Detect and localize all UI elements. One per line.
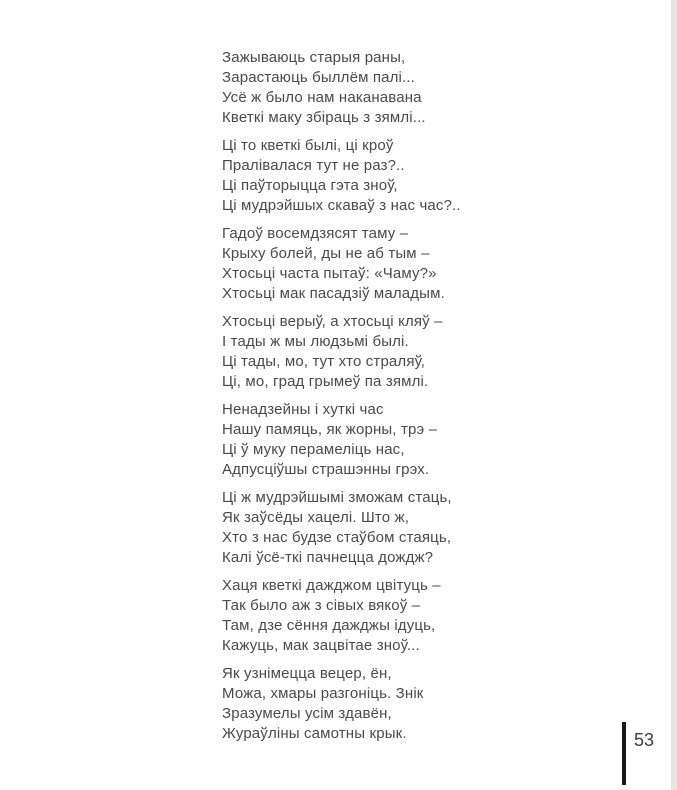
poem-line: Так было аж з сівых вякоў – xyxy=(222,597,421,614)
poem-line: Усё ж было нам наканавана xyxy=(222,89,422,106)
poem-line: Зарастаюць быллём палі... xyxy=(222,69,415,86)
poem-line: Кветкі маку збіраць з зямлі... xyxy=(222,109,426,126)
poem-line: Пралівалася тут не раз?.. xyxy=(222,157,405,174)
page-number: 53 xyxy=(634,730,655,750)
poem-line: Гадоў восемдзясят таму – xyxy=(222,225,409,242)
poem-line: І тады ж мы людзьмі былі. xyxy=(222,333,409,350)
stanza-3 xyxy=(222,224,461,304)
poem-line: Хто з нас будзе стаўбом стаяць, xyxy=(222,529,452,546)
stanza-2 xyxy=(222,136,461,216)
poem-line: Ці то кветкі былі, ці кроў xyxy=(222,137,394,154)
stanza-4 xyxy=(222,312,461,392)
poem-line: Кажуць, мак зацвітае зноў... xyxy=(222,637,420,654)
poem-line: Ці ў муку перамеліць нас, xyxy=(222,441,405,458)
poem-line: Хтосьці верыў, а хтосьці кляў – xyxy=(222,313,443,330)
poem-line: Хаця кветкі дажджом цвітуць – xyxy=(222,577,441,594)
poem-line: Ці тады, мо, тут хто страляў, xyxy=(222,353,426,370)
poem-line: Зразумелы усім здавён, xyxy=(222,705,392,722)
poem-line: Нашу памяць, як жорны, трэ – xyxy=(222,421,438,438)
poem-line: Калі ўсё-ткі пачнецца дождж? xyxy=(222,549,434,566)
page-number-rule xyxy=(622,722,626,785)
poem-line: Як узнімецца вецер, ён, xyxy=(222,665,392,682)
poem-line: Жураўліны самотны крык. xyxy=(222,725,407,742)
poem-line: Ці ж мудрэйшымі зможам стаць, xyxy=(222,489,452,506)
stanza-1 xyxy=(222,48,461,128)
poem xyxy=(222,48,461,752)
poem-line: Ці мудрэйшых скаваў з нас час?.. xyxy=(222,197,461,214)
page-edge-shadow xyxy=(671,0,677,790)
poem-line: Там, дзе сёння дажджы ідуць, xyxy=(222,617,436,634)
poem-line: Зажываюць старыя раны, xyxy=(222,49,406,66)
poem-line: Ненадзейны і хуткі час xyxy=(222,401,384,418)
stanza-5 xyxy=(222,400,461,480)
stanza-8 xyxy=(222,664,461,744)
poem-line: Хтосьці мак пасадзіў маладым. xyxy=(222,285,445,302)
poem-line: Ці паўторыцца гэта зноў, xyxy=(222,177,398,194)
stanza-7 xyxy=(222,576,461,656)
poem-line: Хтосьці часта пытаў: «Чаму?» xyxy=(222,265,437,282)
poem-line: Ці, мо, град грымеў па зямлі. xyxy=(222,373,429,390)
poem-line: Адпусціўшы страшэнны грэх. xyxy=(222,461,430,478)
poem-line: Крыху болей, ды не аб тым – xyxy=(222,245,430,262)
poem-line: Можа, хмары разгоніць. Знік xyxy=(222,685,424,702)
stanza-6 xyxy=(222,488,461,568)
poem-line: Як заўсёды хацелі. Што ж, xyxy=(222,509,410,526)
